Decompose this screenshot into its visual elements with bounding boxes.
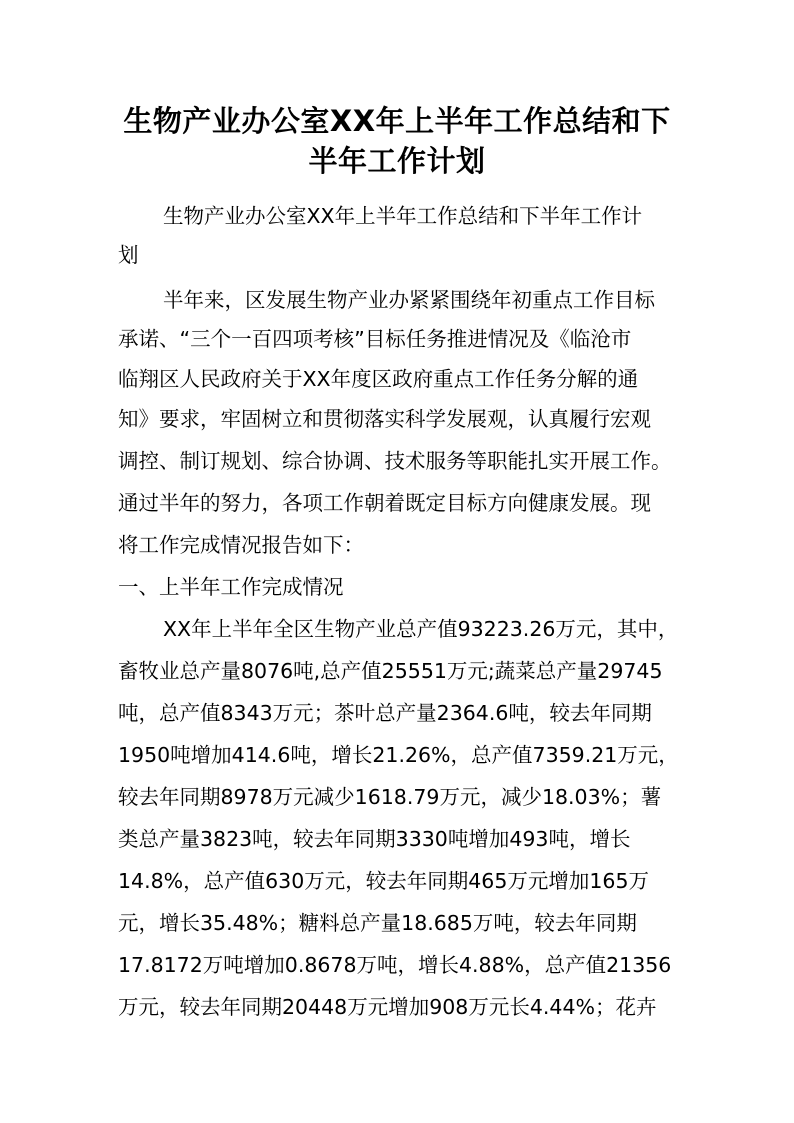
body-line-4: 承诺、“三个一百四项考核”目标任务推进情况及《临沧市 [118,327,632,351]
section-heading: 一、上半年工作完成情况 [118,575,344,599]
body-line-18: 元，增长35.48%；糖料总产量18.685万吨，较去年同期 [118,911,637,935]
body-line-16: 类总产量3823吨，较去年同期3330吨增加493吨，增长 [118,827,631,851]
body-line-13: 吨，总产值8343万元；茶叶总产量2364.6吨，较去年同期 [118,701,652,725]
document-title-line-2: 半年工作计划 [308,144,486,178]
body-line-15: 较去年同期8978万元减少1618.79万元，减少18.03%；薯 [118,785,662,809]
body-line-6: 知》要求，牢固树立和贯彻落实科学发展观，认真履行宏观 [118,407,651,431]
body-line-5: 临翔区人民政府关于XX年度区政府重点工作任务分解的通 [118,367,639,391]
body-line-7: 调控、制订规划、综合协调、技术服务等职能扎实开展工作。 [118,449,672,473]
body-line-19: 17.8172万吨增加0.8678万吨，增长4.88%，总产值21356 [118,953,672,977]
body-line-1: 生物产业办公室XX年上半年工作总结和下半年工作计 [163,204,643,228]
body-line-14: 1950吨增加414.6吨，增长21.26%，总产值7359.21万元， [118,743,679,767]
body-line-3: 半年来，区发展生物产业办紧紧围绕年初重点工作目标 [163,288,655,312]
body-line-8: 通过半年的努力，各项工作朝着既定目标方向健康发展。现 [118,491,651,515]
document-title-line-1: 生物产业办公室XX年上半年工作总结和下 [123,104,671,138]
body-line-2: 划 [118,243,139,267]
body-line-17: 14.8%，总产值630万元，较去年同期465万元增加165万 [118,869,650,893]
body-line-9: 将工作完成情况报告如下： [118,533,364,557]
body-line-12: 畜牧业总产量8076吨,总产值25551万元;蔬菜总产量29745 [118,659,663,683]
body-line-20: 万元，较去年同期20448万元增加908万元长4.44%；花卉 [118,995,657,1019]
body-line-11: XX年上半年全区生物产业总产值93223.26万元，其中， [163,617,679,641]
